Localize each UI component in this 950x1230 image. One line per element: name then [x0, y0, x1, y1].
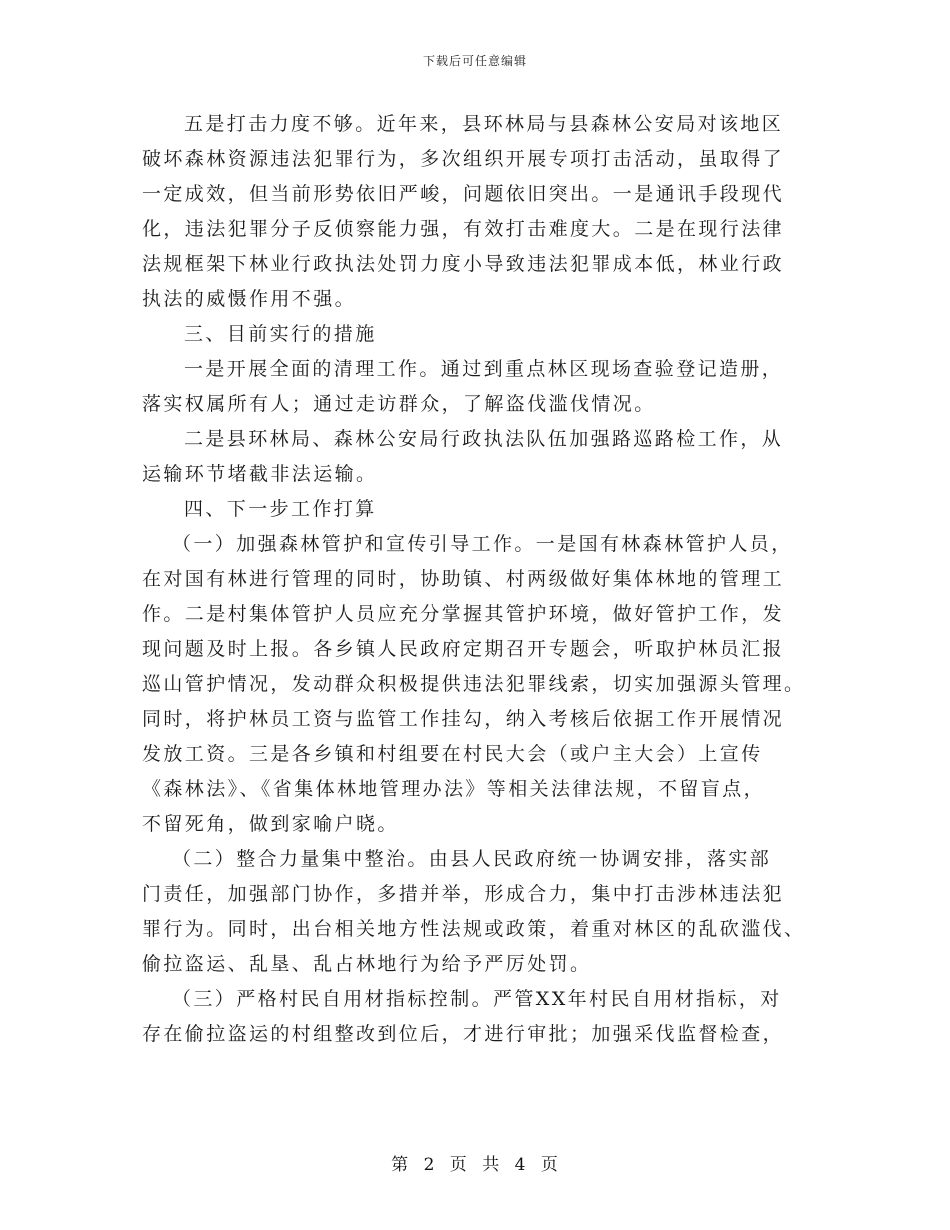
text-line: 破坏森林资源违法犯罪行为，多次组织开展专项打击活动，虽取得了 — [142, 148, 785, 170]
text-line: 门责任，加强部门协作，多措并举，形成合力，集中打击涉林违法犯 — [142, 883, 785, 905]
text-line: 四、下一步工作打算 — [184, 498, 377, 520]
text-line: 化，违法犯罪分子反侦察能力强，有效打击难度大。二是在现行法律 — [142, 218, 785, 240]
text-line: 落实权属所有人；通过走访群众，了解盗伐滥伐情况。 — [142, 393, 656, 415]
text-line: 《森林法》、《省集体林地管理办法》等相关法律法规，不留盲点， — [142, 778, 766, 800]
page-footer: 第 2 页 共 4 页 — [391, 1155, 559, 1175]
text-line: 发放工资。三是各乡镇和村组要在村民大会（或户主大会）上宣传 — [142, 743, 763, 765]
text-line: 在对国有林进行管理的同时，协助镇、村两级做好集体林地的管理工 — [142, 568, 785, 590]
text-line: 偷拉盗运、乱垦、乱占林地行为给予严厉处罚。 — [142, 953, 592, 975]
text-line: 罪行为。同时，出台相关地方性法规或政策，着重对林区的乱砍滥伐、 — [142, 918, 806, 940]
text-line: 三、目前实行的措施 — [184, 323, 377, 345]
text-line: 执法的威慑作用不强。 — [142, 288, 357, 310]
text-line: （二）整合力量集中整治。由县人民政府统一协调安排，落实部 — [172, 848, 772, 870]
text-line: 同时，将护林员工资与监管工作挂勾，纳入考核后依据工作开展情况 — [142, 708, 785, 730]
text-line: 五是打击力度不够。近年来，县环林局与县森林公安局对该地区 — [184, 113, 784, 135]
text-line: （一）加强森林管护和宣传引导工作。一是国有林森林管护人员， — [172, 533, 793, 555]
text-line: 巡山管护情况，发动群众积极提供违法犯罪线索，切实加强源头管理。 — [142, 673, 806, 695]
page-header: 下载后可任意编辑 — [422, 54, 527, 68]
text-line: 一定成效，但当前形势依旧严峻，问题依旧突出。一是通讯手段现代 — [142, 183, 785, 205]
text-line: 二是县环林局、森林公安局行政执法队伍加强路巡路检工作，从 — [184, 428, 784, 450]
text-line: 作。二是村集体管护人员应充分掌握其管护环境，做好管护工作，发 — [142, 603, 785, 625]
text-line: 存在偷拉盗运的村组整改到位后，才进行审批；加强采伐监督检查， — [142, 1023, 785, 1045]
text-line: 运输环节堵截非法运输。 — [142, 463, 378, 485]
text-line: 一是开展全面的清理工作。通过到重点林区现场查验登记造册， — [184, 358, 784, 380]
text-line: 法规框架下林业行政执法处罚力度小导致违法犯罪成本低，林业行政 — [142, 253, 785, 275]
document-body — [142, 107, 814, 1052]
text-line: （三）严格村民自用材指标控制。严管XX年村民自用材指标，对 — [172, 988, 782, 1010]
text-line: 不留死角，做到家喻户晓。 — [142, 813, 399, 835]
text-line: 现问题及时上报。各乡镇人民政府定期召开专题会，听取护林员汇报 — [142, 638, 785, 660]
